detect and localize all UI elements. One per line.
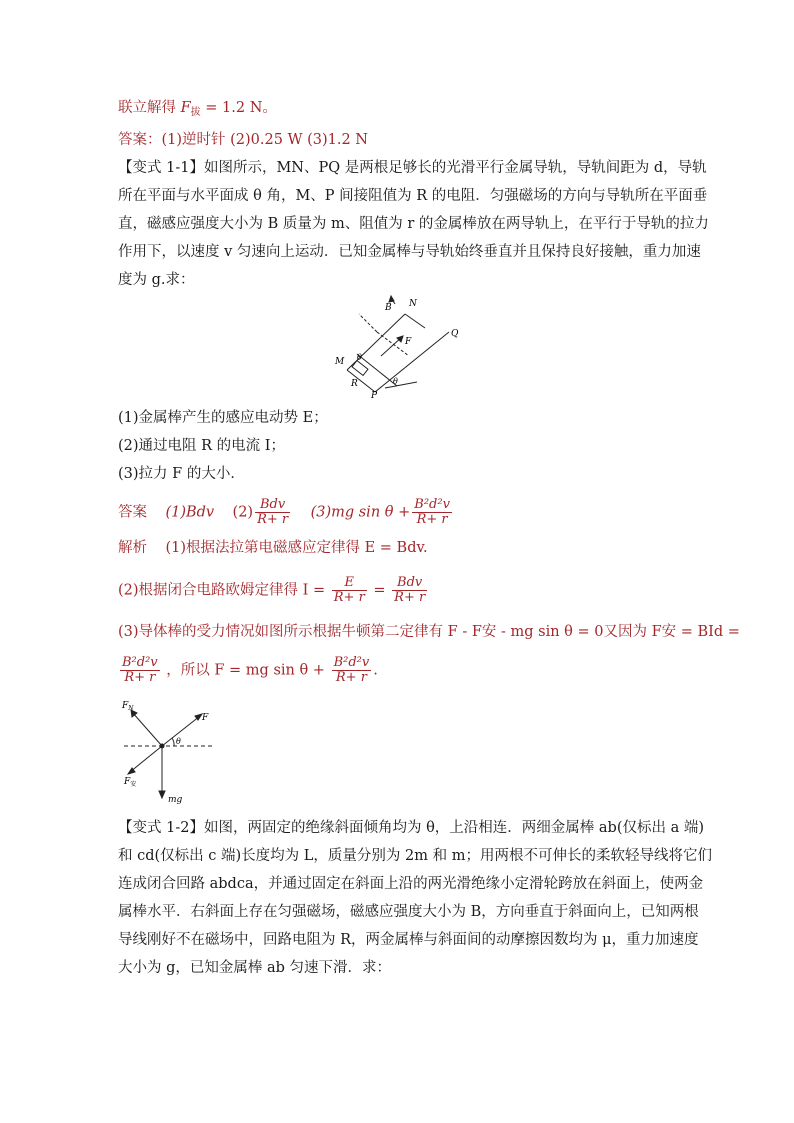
- horizontal-line: [385, 382, 417, 388]
- rail-diagram: [325, 292, 475, 402]
- solution-2-text: (2)根据闭合电路欧姆定律得 I =: [118, 582, 326, 599]
- problem-1-2-line-2: 和 cd(仅标出 c 端)长度均为 L，质量分别为 2m 和 m；用两根不可伸长的柔软轻导线将它们: [118, 848, 712, 864]
- solution-line-1: [118, 538, 428, 558]
- label-p: P: [371, 391, 378, 401]
- problem-1-2-line-3: 连成闭合回路 abdca，并通过固定在斜面上沿的两光滑绝缘小定滑轮跨放在斜面上，使两金: [118, 876, 704, 892]
- label-fn-main: F: [122, 701, 129, 711]
- result-force-subscript: 拔: [190, 107, 201, 118]
- fraction-numerator: Bdv: [392, 576, 427, 591]
- fraction-numerator: B²d²v: [122, 655, 158, 670]
- solution-1-text: (1)根据法拉第电磁感应定律得 E = Bdv.: [165, 540, 428, 556]
- label-mg: mg: [168, 795, 183, 805]
- label-fn: [121, 701, 134, 712]
- label-fn-sub: N: [128, 705, 134, 712]
- fan-line: [130, 746, 162, 772]
- mg-arrowhead: [159, 791, 165, 798]
- answer-part-2-fraction: [255, 498, 290, 527]
- solution-4-end: .: [373, 662, 378, 679]
- label-theta-2: θ: [393, 377, 398, 386]
- f-line: [162, 716, 200, 746]
- result-force-symbol: F: [180, 100, 191, 116]
- fraction-denominator: R+ r: [394, 590, 426, 605]
- problem-1-1-line-1: 【变式 1-1】如图所示，MN、PQ 是两根足够长的光滑平行金属导轨，导轨间距为 d，导轨: [118, 160, 707, 176]
- result-line: [118, 98, 277, 123]
- answer-part-3-prefix: (3)mg sin θ +: [310, 504, 411, 521]
- problem-1-2-line-4: 属棒水平．右斜面上存在匀强磁场，磁感应强度大小为 B，方向垂直于斜面向上，已知两根: [118, 904, 699, 920]
- top-connector: [405, 314, 425, 328]
- problem-1-1-line-5: 度为 g.求：: [118, 272, 195, 288]
- solution-label: 解析: [118, 540, 147, 556]
- solution-line-4: [118, 656, 378, 685]
- incline-line: [357, 354, 397, 386]
- fraction-denominator: R+ r: [335, 670, 367, 685]
- contact-point: [160, 744, 165, 749]
- label-q: Q: [451, 329, 459, 339]
- answer-line-1: 答案：(1)逆时针 (2)0.25 W (3)1.2 N: [118, 132, 368, 148]
- solution-line-2: [118, 576, 429, 605]
- normal-dashed: [359, 314, 377, 332]
- result-prefix: 联立解得: [118, 100, 176, 116]
- label-f: F: [405, 337, 412, 347]
- label-f: F: [202, 713, 209, 723]
- problem-1-2-line-5: 导线刚好不在磁场中，回路电阻为 R，两金属棒与斜面间的动摩擦因数均为 μ，重力加速度: [118, 932, 699, 948]
- label-r: R: [351, 379, 358, 389]
- label-b: B: [385, 303, 392, 313]
- fraction-denominator: R+ r: [124, 670, 156, 685]
- label-m: M: [335, 357, 345, 367]
- problem-1-2-line-1: 【变式 1-2】如图，两固定的绝缘斜面倾角均为 θ，上沿相连．两细金属棒 ab(仅标出 a 端): [118, 820, 705, 836]
- fraction-numerator: Bdv: [255, 498, 290, 513]
- answer-part-1: (1)Bdv: [165, 504, 215, 521]
- fraction-numerator: E: [332, 576, 367, 591]
- fraction-denominator: R+ r: [333, 590, 365, 605]
- question-1: (1)金属棒产生的感应电动势 E；: [118, 410, 328, 426]
- solution-4-fraction-1: [120, 656, 160, 685]
- label-fan-main: F: [124, 777, 131, 787]
- label-fan: [123, 777, 136, 788]
- theta-arc: [172, 738, 174, 746]
- fraction-denominator: R+ r: [416, 512, 448, 527]
- problem-1-2-line-6: 大小为 g，已知金属棒 ab 匀速下滑．求：: [118, 960, 392, 976]
- solution-line-3: (3)导体棒的受力情况如图所示根据牛顿第二定律有 F - F安 - mg sin θ = 0又因为 F安 = BId =: [118, 624, 740, 640]
- label-n: N: [409, 299, 417, 309]
- problem-1-1-line-3: 直，磁感应强度大小为 B 质量为 m、阻值为 r 的金属棒放在两导轨上，在平行于导轨的拉力: [118, 216, 709, 232]
- answer-label: 答案: [118, 504, 147, 521]
- fraction-numerator: B²d²v: [333, 655, 370, 670]
- result-value: = 1.2 N。: [200, 100, 277, 116]
- label-fan-sub: 安: [130, 781, 137, 788]
- answer-line-2: [118, 498, 454, 527]
- fn-line: [132, 712, 162, 746]
- label-theta-1: θ: [357, 353, 362, 362]
- answer-part-2-prefix: (2): [232, 504, 254, 521]
- problem-1-1-line-2: 所在平面与水平面成 θ 角，M、P 间接阻值为 R 的电阻．匀强磁场的方向与导轨所在平面垂: [118, 188, 708, 204]
- fraction-numerator: B²d²v: [414, 497, 450, 512]
- label-theta: θ: [176, 737, 181, 746]
- problem-1-1-line-4: 作用下，以速度 v 匀速向上运动．已知金属棒与导轨始终垂直并且保持良好接触，重力加速: [118, 244, 701, 260]
- solution-4-text: ，所以 F = mg sin θ +: [166, 662, 325, 679]
- equals-sign: =: [373, 582, 386, 599]
- solution-2-fraction-1: [332, 576, 367, 605]
- force-diagram: [118, 698, 228, 808]
- fraction-denominator: R+ r: [257, 512, 289, 527]
- solution-2-fraction-2: [392, 576, 427, 605]
- b-arrowhead: [389, 296, 394, 302]
- question-2: (2)通过电阻 R 的电流 I；: [118, 438, 286, 454]
- question-3: (3)拉力 F 的大小．: [118, 466, 245, 482]
- solution-4-fraction-2: [332, 656, 372, 685]
- answer-part-3-fraction: [412, 498, 452, 527]
